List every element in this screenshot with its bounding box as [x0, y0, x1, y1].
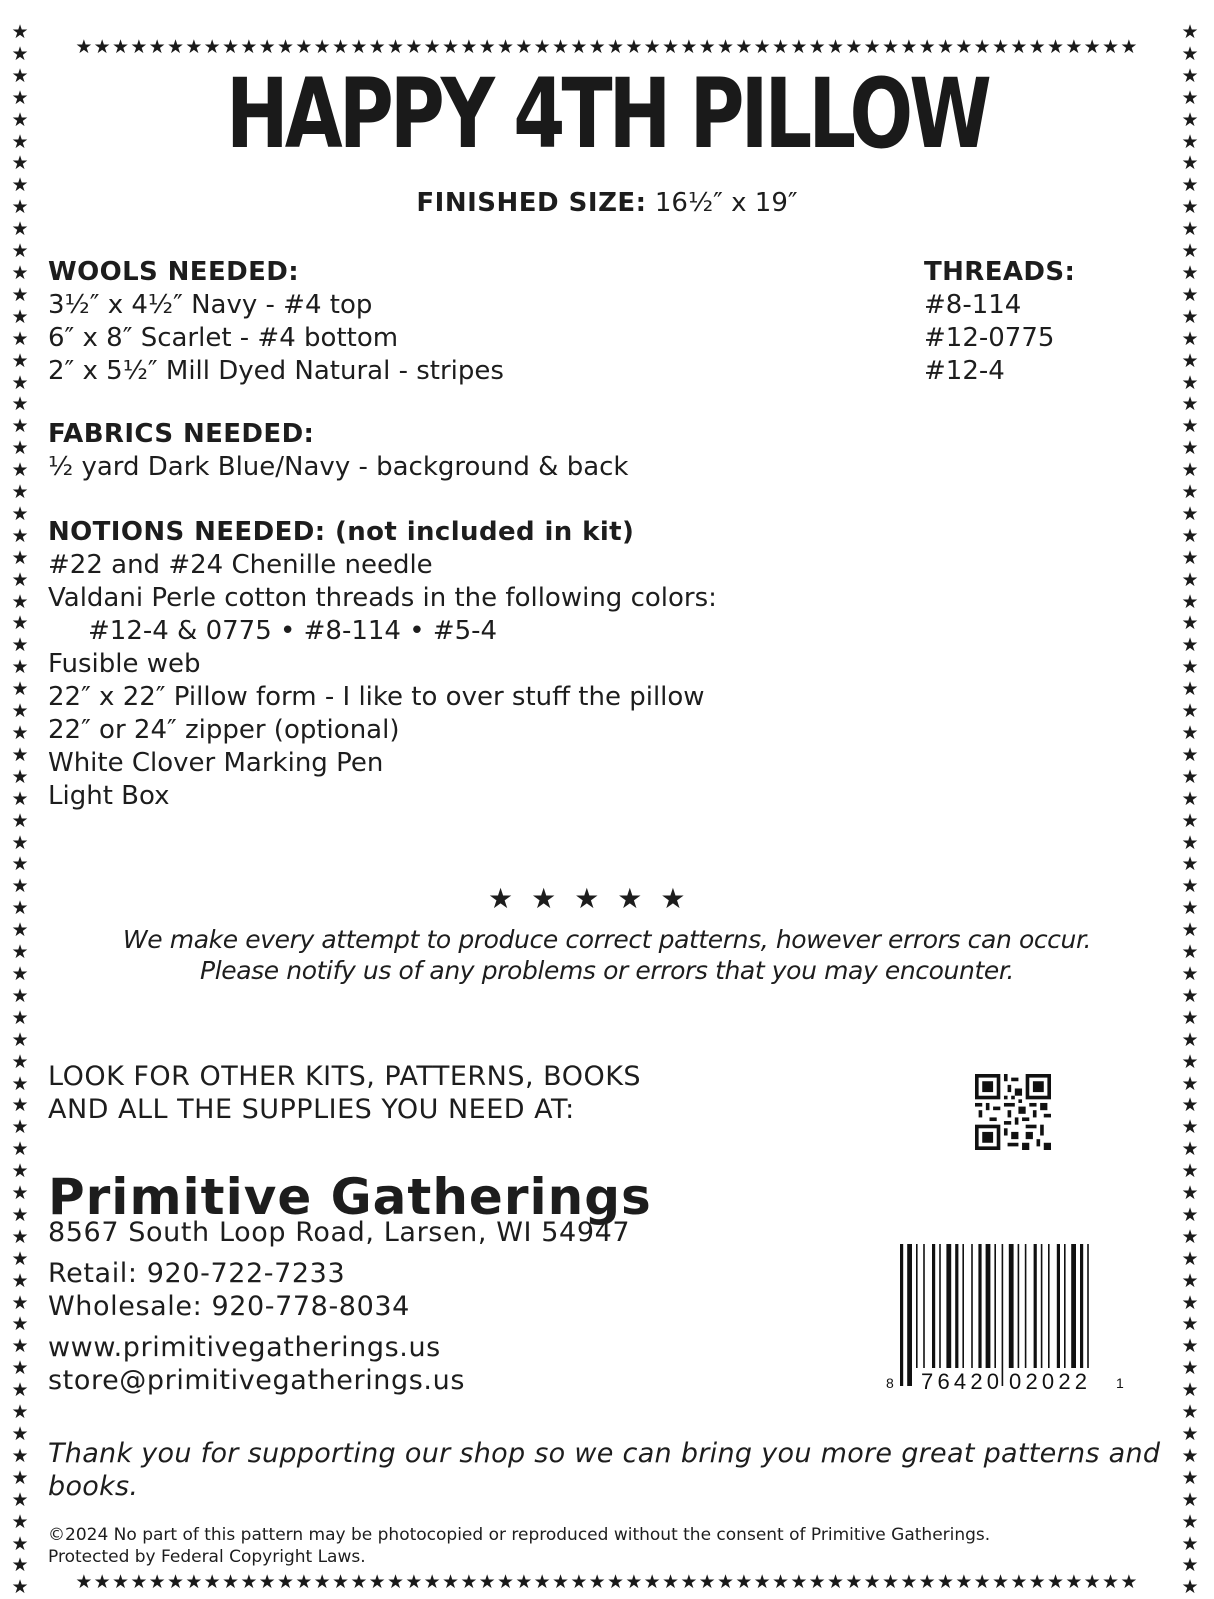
website-link[interactable]: www.primitivegatherings.us	[48, 1332, 441, 1363]
thank-you-note: Thank you for supporting our shop so we can bring you more great patterns and books.	[48, 1438, 1161, 1502]
notions-section	[48, 516, 717, 813]
disclaimer	[0, 924, 1214, 986]
star-border-right: ★★★★★★★★★★★★★★★★★★★★★★★★★★★★★★★★★★★★★★★★★★★★★★★★★★★★★★★★★★★★★★★★★★★★★★★★	[1181, 21, 1199, 1599]
barcode-digits-left: 76420	[921, 1369, 999, 1394]
finished-size	[0, 188, 1214, 218]
star-border-left: ★★★★★★★★★★★★★★★★★★★★★★★★★★★★★★★★★★★★★★★★★★★★★★★★★★★★★★★★★★★★★★★★★★★★★★★★	[11, 21, 29, 1599]
list-item: Light Box	[48, 781, 170, 811]
retail-phone: Retail: 920-722-7233	[48, 1258, 346, 1289]
list-item: Fusible web	[48, 649, 201, 679]
disclaimer-line: Please notify us of any problems or errors that you may encounter.	[200, 956, 1014, 985]
copyright-line: ©2024 No part of this pattern may be photocopied or reproduced without the consent of Primitive Gatherings.	[48, 1525, 991, 1545]
list-item: 6″ x 8″ Scarlet - #4 bottom	[48, 323, 399, 353]
list-item: 22″ or 24″ zipper (optional)	[48, 715, 400, 745]
lookfor-line: AND ALL THE SUPPLIES YOU NEED AT:	[48, 1094, 575, 1125]
list-item: #8-114	[924, 290, 1022, 320]
threads-heading: THREADS:	[924, 257, 1076, 287]
star-divider-icon: ★★★★★	[488, 882, 704, 915]
list-item: #12-4 & 0775 • #8-114 • #5-4	[88, 616, 498, 646]
wools-heading: WOOLS NEEDED:	[48, 257, 300, 287]
qr-code	[975, 1074, 1051, 1150]
finished-size-value: 16½″ x 19″	[654, 188, 798, 218]
barcode-digits-right: 02022	[1009, 1369, 1087, 1394]
list-item: 2″ x 5½″ Mill Dyed Natural - stripes	[48, 356, 504, 386]
wools-section	[48, 256, 504, 388]
list-item: 22″ x 22″ Pillow form - I like to over stuff the pillow	[48, 682, 705, 712]
list-item: #12-0775	[924, 323, 1055, 353]
fabrics-heading: FABRICS NEEDED:	[48, 419, 315, 449]
star-border-bottom: ★★★★★★★★★★★★★★★★★★★★★★★★★★★★★★★★★★★★★★★★★★★★★★★★★★★★★★★★★★	[75, 1571, 1139, 1593]
disclaimer-line: We make every attempt to produce correct patterns, however errors can occur.	[122, 925, 1092, 954]
threads-section	[924, 256, 1075, 388]
list-item: 3½″ x 4½″ Navy - #4 top	[48, 290, 373, 320]
star-border-top: ★★★★★★★★★★★★★★★★★★★★★★★★★★★★★★★★★★★★★★★★★★★★★★★★★★★★★★★★★★	[75, 36, 1139, 58]
lookfor-line: LOOK FOR OTHER KITS, PATTERNS, BOOKS	[48, 1061, 642, 1092]
company-name: Primitive Gatherings	[48, 1168, 652, 1226]
lookfor-text	[48, 1060, 641, 1126]
finished-size-label: FINISHED SIZE:	[416, 188, 647, 218]
barcode-digit-first: 8	[886, 1375, 894, 1391]
fabrics-section	[48, 418, 628, 484]
list-item: White Clover Marking Pen	[48, 748, 384, 778]
list-item: #12-4	[924, 356, 1005, 386]
list-item: Valdani Perle cotton threads in the following colors:	[48, 583, 717, 613]
wholesale-phone: Wholesale: 920-778-8034	[48, 1291, 410, 1322]
notions-heading: NOTIONS NEEDED: (not included in kit)	[48, 517, 635, 547]
email-link[interactable]: store@primitivegatherings.us	[48, 1365, 465, 1396]
copyright-line: Protected by Federal Copyright Laws.	[48, 1547, 366, 1567]
list-item: ½ yard Dark Blue/Navy - background & back	[48, 452, 629, 482]
barcode-digit-last: 1	[1116, 1375, 1124, 1391]
copyright	[48, 1524, 990, 1568]
barcode	[886, 1244, 1136, 1394]
company-address: 8567 South Loop Road, Larsen, WI 54947	[48, 1217, 631, 1248]
page-title: HAPPY 4TH PILLOW	[226, 58, 988, 170]
list-item: #22 and #24 Chenille needle	[48, 550, 433, 580]
